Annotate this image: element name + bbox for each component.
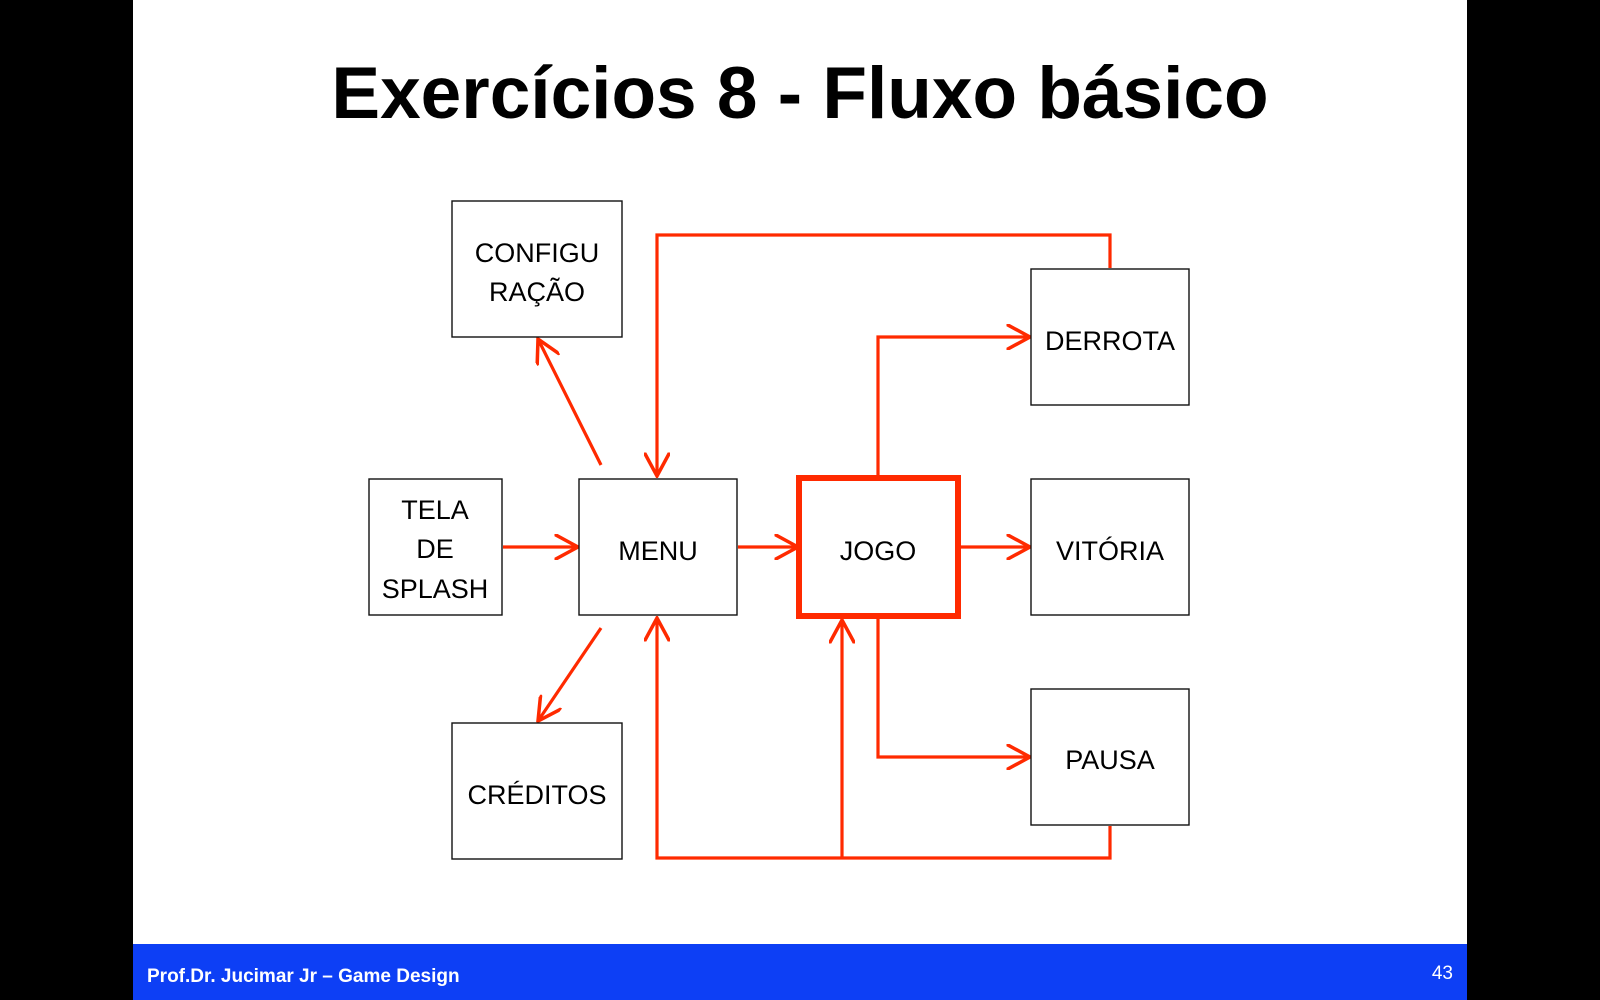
node-derrota: [1031, 269, 1189, 405]
node-menu: [579, 479, 737, 615]
footer-bar: [133, 944, 1467, 1000]
node-jogo: [799, 478, 958, 616]
edge-menu-to-configuracao: [538, 339, 601, 465]
slide-title: Exercícios 8 - Fluxo básico: [331, 53, 1269, 134]
node-jogo-label: JOGO: [839, 536, 917, 566]
node-configuracao-label-line2: RAÇÃO: [488, 277, 586, 307]
edge-jogo-to-derrota: [878, 337, 1030, 476]
node-configuracao-label-line1: CONFIGU: [474, 238, 600, 268]
node-creditos-label: CRÉDITOS: [467, 780, 607, 810]
edge-menu-to-creditos: [538, 628, 601, 721]
node-vitoria-label: VITÓRIA: [1055, 536, 1165, 566]
node-tela-splash-label-line1: TELA: [401, 495, 469, 525]
slide: [133, 0, 1467, 1000]
flow-diagram: [133, 0, 1467, 944]
node-creditos: [452, 723, 622, 859]
node-tela-splash: [369, 479, 502, 615]
node-vitoria: [1031, 479, 1189, 615]
page-number: 43: [1431, 963, 1453, 984]
edge-jogo-to-pausa: [878, 619, 1030, 757]
node-tela-splash-label-line2: DE: [416, 534, 454, 564]
node-tela-splash-label-line3: SPLASH: [381, 574, 489, 604]
node-pausa: [1031, 689, 1189, 825]
node-configuracao: [452, 201, 622, 337]
footer-author: Prof.Dr. Jucimar Jr – Game Design: [147, 966, 460, 987]
node-pausa-label: PAUSA: [1065, 745, 1155, 775]
node-derrota-label: DERROTA: [1044, 326, 1176, 356]
node-menu-label: MENU: [618, 536, 698, 566]
